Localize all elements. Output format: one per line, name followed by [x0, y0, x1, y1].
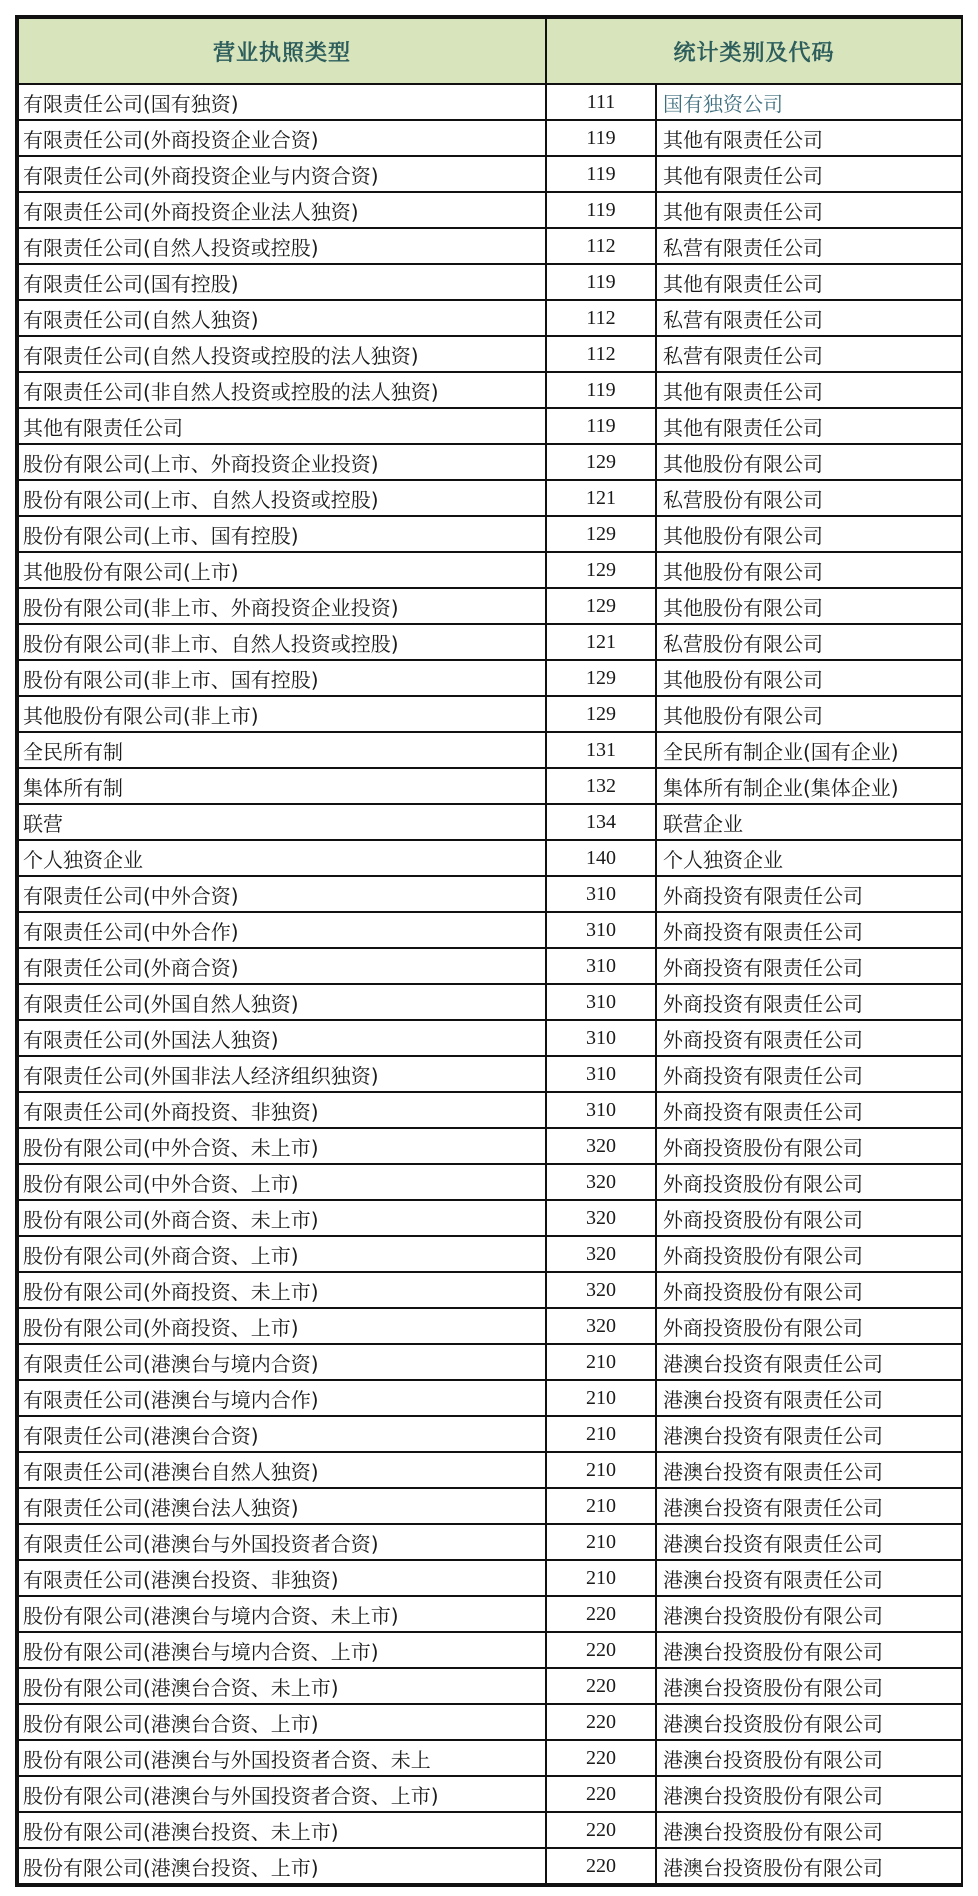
license-type-cell: 股份有限公司(港澳台合资、未上市): [18, 1668, 546, 1704]
table-row: [18, 120, 962, 156]
stat-code-cell: 140: [546, 840, 656, 876]
stat-category-cell: 其他股份有限公司: [656, 696, 962, 732]
table-row: [18, 1056, 962, 1092]
table-row: [18, 660, 962, 696]
stat-category-cell: 港澳台投资股份有限公司: [656, 1704, 962, 1740]
stat-code-cell: 310: [546, 912, 656, 948]
stat-code-cell: 119: [546, 408, 656, 444]
table-row: [18, 948, 962, 984]
stat-code-cell: 320: [546, 1128, 656, 1164]
stat-category-cell: 港澳台投资股份有限公司: [656, 1596, 962, 1632]
stat-code-cell: 320: [546, 1200, 656, 1236]
stat-category-cell: 其他股份有限公司: [656, 444, 962, 480]
license-type-cell: 有限责任公司(自然人投资或控股): [18, 228, 546, 264]
table-row: [18, 516, 962, 552]
stat-category-cell: 港澳台投资股份有限公司: [656, 1668, 962, 1704]
table-row: [18, 1092, 962, 1128]
license-type-cell: 有限责任公司(中外合资): [18, 876, 546, 912]
stat-code-cell: 134: [546, 804, 656, 840]
stat-category-cell: 其他股份有限公司: [656, 588, 962, 624]
stat-code-cell: 131: [546, 732, 656, 768]
stat-code-cell: 210: [546, 1524, 656, 1560]
license-type-cell: 股份有限公司(上市、国有控股): [18, 516, 546, 552]
license-type-cell: 其他股份有限公司(上市): [18, 552, 546, 588]
stat-code-cell: 121: [546, 624, 656, 660]
stat-code-cell: 310: [546, 984, 656, 1020]
table-row: [18, 912, 962, 948]
table-row: [18, 1236, 962, 1272]
stat-code-cell: 220: [546, 1740, 656, 1776]
table-row: [18, 804, 962, 840]
license-type-cell: 股份有限公司(港澳台合资、上市): [18, 1704, 546, 1740]
stat-code-cell: 210: [546, 1344, 656, 1380]
stat-category-cell: 私营有限责任公司: [656, 228, 962, 264]
stat-code-cell: 220: [546, 1668, 656, 1704]
table-row: [18, 768, 962, 804]
license-type-cell: 股份有限公司(港澳台与外国投资者合资、上市): [18, 1776, 546, 1812]
table-row: [18, 1380, 962, 1416]
license-category-table-container: [15, 15, 963, 1887]
table-row: [18, 264, 962, 300]
table-row: [18, 732, 962, 768]
stat-code-cell: 310: [546, 1056, 656, 1092]
stat-code-cell: 220: [546, 1704, 656, 1740]
license-type-cell: 有限责任公司(外商合资): [18, 948, 546, 984]
table-row: [18, 1560, 962, 1596]
stat-code-cell: 129: [546, 516, 656, 552]
license-type-cell: 全民所有制: [18, 732, 546, 768]
license-type-cell: 有限责任公司(外商投资、非独资): [18, 1092, 546, 1128]
license-type-cell: 股份有限公司(非上市、外商投资企业投资): [18, 588, 546, 624]
stat-code-cell: 129: [546, 696, 656, 732]
stat-code-cell: 129: [546, 552, 656, 588]
stat-code-cell: 220: [546, 1632, 656, 1668]
stat-code-cell: 320: [546, 1308, 656, 1344]
table-row: [18, 1596, 962, 1632]
stat-code-cell: 112: [546, 300, 656, 336]
table-row: [18, 1452, 962, 1488]
stat-code-cell: 310: [546, 948, 656, 984]
table-row: [18, 1164, 962, 1200]
license-type-cell: 有限责任公司(外国自然人独资): [18, 984, 546, 1020]
table-row: [18, 1524, 962, 1560]
stat-code-cell: 220: [546, 1776, 656, 1812]
stat-code-cell: 310: [546, 876, 656, 912]
header-license-type: 营业执照类型: [18, 18, 546, 84]
license-type-cell: 有限责任公司(港澳台自然人独资): [18, 1452, 546, 1488]
stat-code-cell: 129: [546, 588, 656, 624]
stat-category-cell: 外商投资有限责任公司: [656, 1056, 962, 1092]
stat-code-cell: 112: [546, 228, 656, 264]
stat-category-cell: 外商投资股份有限公司: [656, 1236, 962, 1272]
stat-code-cell: 310: [546, 1020, 656, 1056]
stat-category-cell: 其他有限责任公司: [656, 408, 962, 444]
license-type-cell: 有限责任公司(港澳台法人独资): [18, 1488, 546, 1524]
table-row: [18, 300, 962, 336]
stat-category-cell: 港澳台投资股份有限公司: [656, 1776, 962, 1812]
stat-category-cell: 私营有限责任公司: [656, 300, 962, 336]
table-row: [18, 1272, 962, 1308]
stat-category-cell: 其他有限责任公司: [656, 372, 962, 408]
stat-category-cell: 港澳台投资股份有限公司: [656, 1848, 962, 1884]
stat-category-cell: 全民所有制企业(国有企业): [656, 732, 962, 768]
stat-code-cell: 129: [546, 444, 656, 480]
table-row: [18, 1812, 962, 1848]
license-type-cell: 其他有限责任公司: [18, 408, 546, 444]
stat-category-cell: 外商投资股份有限公司: [656, 1308, 962, 1344]
license-type-cell: 股份有限公司(中外合资、上市): [18, 1164, 546, 1200]
stat-code-cell: 220: [546, 1596, 656, 1632]
license-type-cell: 有限责任公司(港澳台与境内合作): [18, 1380, 546, 1416]
stat-category-cell: 外商投资股份有限公司: [656, 1164, 962, 1200]
stat-category-cell: 私营股份有限公司: [656, 624, 962, 660]
license-type-cell: 股份有限公司(港澳台与境内合资、未上市): [18, 1596, 546, 1632]
stat-code-cell: 210: [546, 1416, 656, 1452]
table-row: [18, 1668, 962, 1704]
stat-code-cell: 210: [546, 1380, 656, 1416]
stat-category-cell: 外商投资有限责任公司: [656, 912, 962, 948]
license-type-cell: 股份有限公司(上市、自然人投资或控股): [18, 480, 546, 516]
stat-code-cell: 320: [546, 1272, 656, 1308]
stat-category-cell: 国有独资公司: [656, 84, 962, 120]
stat-category-cell: 港澳台投资有限责任公司: [656, 1416, 962, 1452]
license-type-cell: 有限责任公司(港澳台与境内合资): [18, 1344, 546, 1380]
stat-code-cell: 121: [546, 480, 656, 516]
license-type-cell: 股份有限公司(港澳台投资、未上市): [18, 1812, 546, 1848]
stat-category-cell: 其他股份有限公司: [656, 516, 962, 552]
stat-code-cell: 129: [546, 660, 656, 696]
table-row: [18, 1776, 962, 1812]
license-type-cell: 股份有限公司(外商合资、上市): [18, 1236, 546, 1272]
stat-code-cell: 320: [546, 1164, 656, 1200]
stat-category-cell: 私营有限责任公司: [656, 336, 962, 372]
license-type-cell: 有限责任公司(国有独资): [18, 84, 546, 120]
stat-category-cell: 港澳台投资有限责任公司: [656, 1560, 962, 1596]
license-type-cell: 有限责任公司(港澳台投资、非独资): [18, 1560, 546, 1596]
stat-category-cell: 港澳台投资股份有限公司: [656, 1740, 962, 1776]
table-row: [18, 1200, 962, 1236]
header-row: [18, 18, 962, 84]
stat-code-cell: 220: [546, 1812, 656, 1848]
stat-category-cell: 其他有限责任公司: [656, 264, 962, 300]
license-type-cell: 联营: [18, 804, 546, 840]
table-row: [18, 444, 962, 480]
license-type-cell: 有限责任公司(国有控股): [18, 264, 546, 300]
license-type-cell: 有限责任公司(外商投资企业法人独资): [18, 192, 546, 228]
stat-category-cell: 其他股份有限公司: [656, 552, 962, 588]
stat-category-cell: 外商投资有限责任公司: [656, 984, 962, 1020]
license-type-cell: 有限责任公司(非自然人投资或控股的法人独资): [18, 372, 546, 408]
stat-code-cell: 310: [546, 1092, 656, 1128]
stat-category-cell: 外商投资股份有限公司: [656, 1272, 962, 1308]
license-category-table: [17, 17, 963, 1885]
stat-category-cell: 外商投资股份有限公司: [656, 1128, 962, 1164]
license-type-cell: 股份有限公司(港澳台与外国投资者合资、未上: [18, 1740, 546, 1776]
stat-category-cell: 外商投资有限责任公司: [656, 948, 962, 984]
table-row: [18, 408, 962, 444]
table-row: [18, 1740, 962, 1776]
license-type-cell: 股份有限公司(外商合资、未上市): [18, 1200, 546, 1236]
license-type-cell: 有限责任公司(港澳台合资): [18, 1416, 546, 1452]
table-row: [18, 1020, 962, 1056]
license-type-cell: 股份有限公司(外商投资、上市): [18, 1308, 546, 1344]
table-row: [18, 552, 962, 588]
license-type-cell: 有限责任公司(外商投资企业合资): [18, 120, 546, 156]
table-row: [18, 1128, 962, 1164]
stat-category-cell: 私营股份有限公司: [656, 480, 962, 516]
license-type-cell: 集体所有制: [18, 768, 546, 804]
license-type-cell: 有限责任公司(自然人独资): [18, 300, 546, 336]
table-row: [18, 696, 962, 732]
stat-code-cell: 210: [546, 1452, 656, 1488]
table-row: [18, 336, 962, 372]
stat-category-cell: 港澳台投资有限责任公司: [656, 1524, 962, 1560]
license-type-cell: 有限责任公司(外国法人独资): [18, 1020, 546, 1056]
stat-category-cell: 集体所有制企业(集体企业): [656, 768, 962, 804]
stat-code-cell: 119: [546, 372, 656, 408]
stat-code-cell: 210: [546, 1488, 656, 1524]
table-row: [18, 1488, 962, 1524]
table-body: [18, 84, 962, 1884]
stat-code-cell: 119: [546, 156, 656, 192]
license-type-cell: 股份有限公司(中外合资、未上市): [18, 1128, 546, 1164]
license-type-cell: 其他股份有限公司(非上市): [18, 696, 546, 732]
table-row: [18, 1848, 962, 1884]
stat-category-cell: 外商投资有限责任公司: [656, 1092, 962, 1128]
stat-code-cell: 119: [546, 192, 656, 228]
table-row: [18, 372, 962, 408]
table-row: [18, 84, 962, 120]
stat-code-cell: 220: [546, 1848, 656, 1884]
table-row: [18, 1632, 962, 1668]
stat-category-cell: 港澳台投资有限责任公司: [656, 1380, 962, 1416]
license-type-cell: 股份有限公司(外商投资、未上市): [18, 1272, 546, 1308]
license-type-cell: 股份有限公司(非上市、自然人投资或控股): [18, 624, 546, 660]
table-row: [18, 588, 962, 624]
license-type-cell: 有限责任公司(中外合作): [18, 912, 546, 948]
stat-category-cell: 港澳台投资有限责任公司: [656, 1488, 962, 1524]
stat-category-cell: 港澳台投资股份有限公司: [656, 1632, 962, 1668]
license-type-cell: 个人独资企业: [18, 840, 546, 876]
license-type-cell: 有限责任公司(外商投资企业与内资合资): [18, 156, 546, 192]
table-row: [18, 480, 962, 516]
stat-category-cell: 其他有限责任公司: [656, 192, 962, 228]
table-row: [18, 984, 962, 1020]
stat-category-cell: 其他有限责任公司: [656, 156, 962, 192]
stat-code-cell: 112: [546, 336, 656, 372]
table-row: [18, 192, 962, 228]
table-row: [18, 840, 962, 876]
table-row: [18, 876, 962, 912]
stat-code-cell: 132: [546, 768, 656, 804]
stat-category-cell: 其他有限责任公司: [656, 120, 962, 156]
stat-category-cell: 港澳台投资股份有限公司: [656, 1812, 962, 1848]
header-stat-category: 统计类别及代码: [546, 18, 962, 84]
stat-code-cell: 119: [546, 264, 656, 300]
stat-code-cell: 210: [546, 1560, 656, 1596]
license-type-cell: 股份有限公司(港澳台与境内合资、上市): [18, 1632, 546, 1668]
stat-category-cell: 港澳台投资有限责任公司: [656, 1344, 962, 1380]
license-type-cell: 有限责任公司(外国非法人经济组织独资): [18, 1056, 546, 1092]
table-row: [18, 1308, 962, 1344]
table-row: [18, 1704, 962, 1740]
stat-category-cell: 外商投资有限责任公司: [656, 1020, 962, 1056]
stat-category-cell: 个人独资企业: [656, 840, 962, 876]
license-type-cell: 股份有限公司(港澳台投资、上市): [18, 1848, 546, 1884]
table-row: [18, 624, 962, 660]
license-type-cell: 有限责任公司(自然人投资或控股的法人独资): [18, 336, 546, 372]
table-row: [18, 1344, 962, 1380]
table-row: [18, 156, 962, 192]
license-type-cell: 股份有限公司(上市、外商投资企业投资): [18, 444, 546, 480]
stat-code-cell: 320: [546, 1236, 656, 1272]
stat-category-cell: 外商投资有限责任公司: [656, 876, 962, 912]
table-row: [18, 1416, 962, 1452]
stat-code-cell: 111: [546, 84, 656, 120]
license-type-cell: 股份有限公司(非上市、国有控股): [18, 660, 546, 696]
table-row: [18, 228, 962, 264]
stat-category-cell: 其他股份有限公司: [656, 660, 962, 696]
stat-category-cell: 外商投资股份有限公司: [656, 1200, 962, 1236]
stat-category-cell: 港澳台投资有限责任公司: [656, 1452, 962, 1488]
stat-code-cell: 119: [546, 120, 656, 156]
license-type-cell: 有限责任公司(港澳台与外国投资者合资): [18, 1524, 546, 1560]
stat-category-cell: 联营企业: [656, 804, 962, 840]
